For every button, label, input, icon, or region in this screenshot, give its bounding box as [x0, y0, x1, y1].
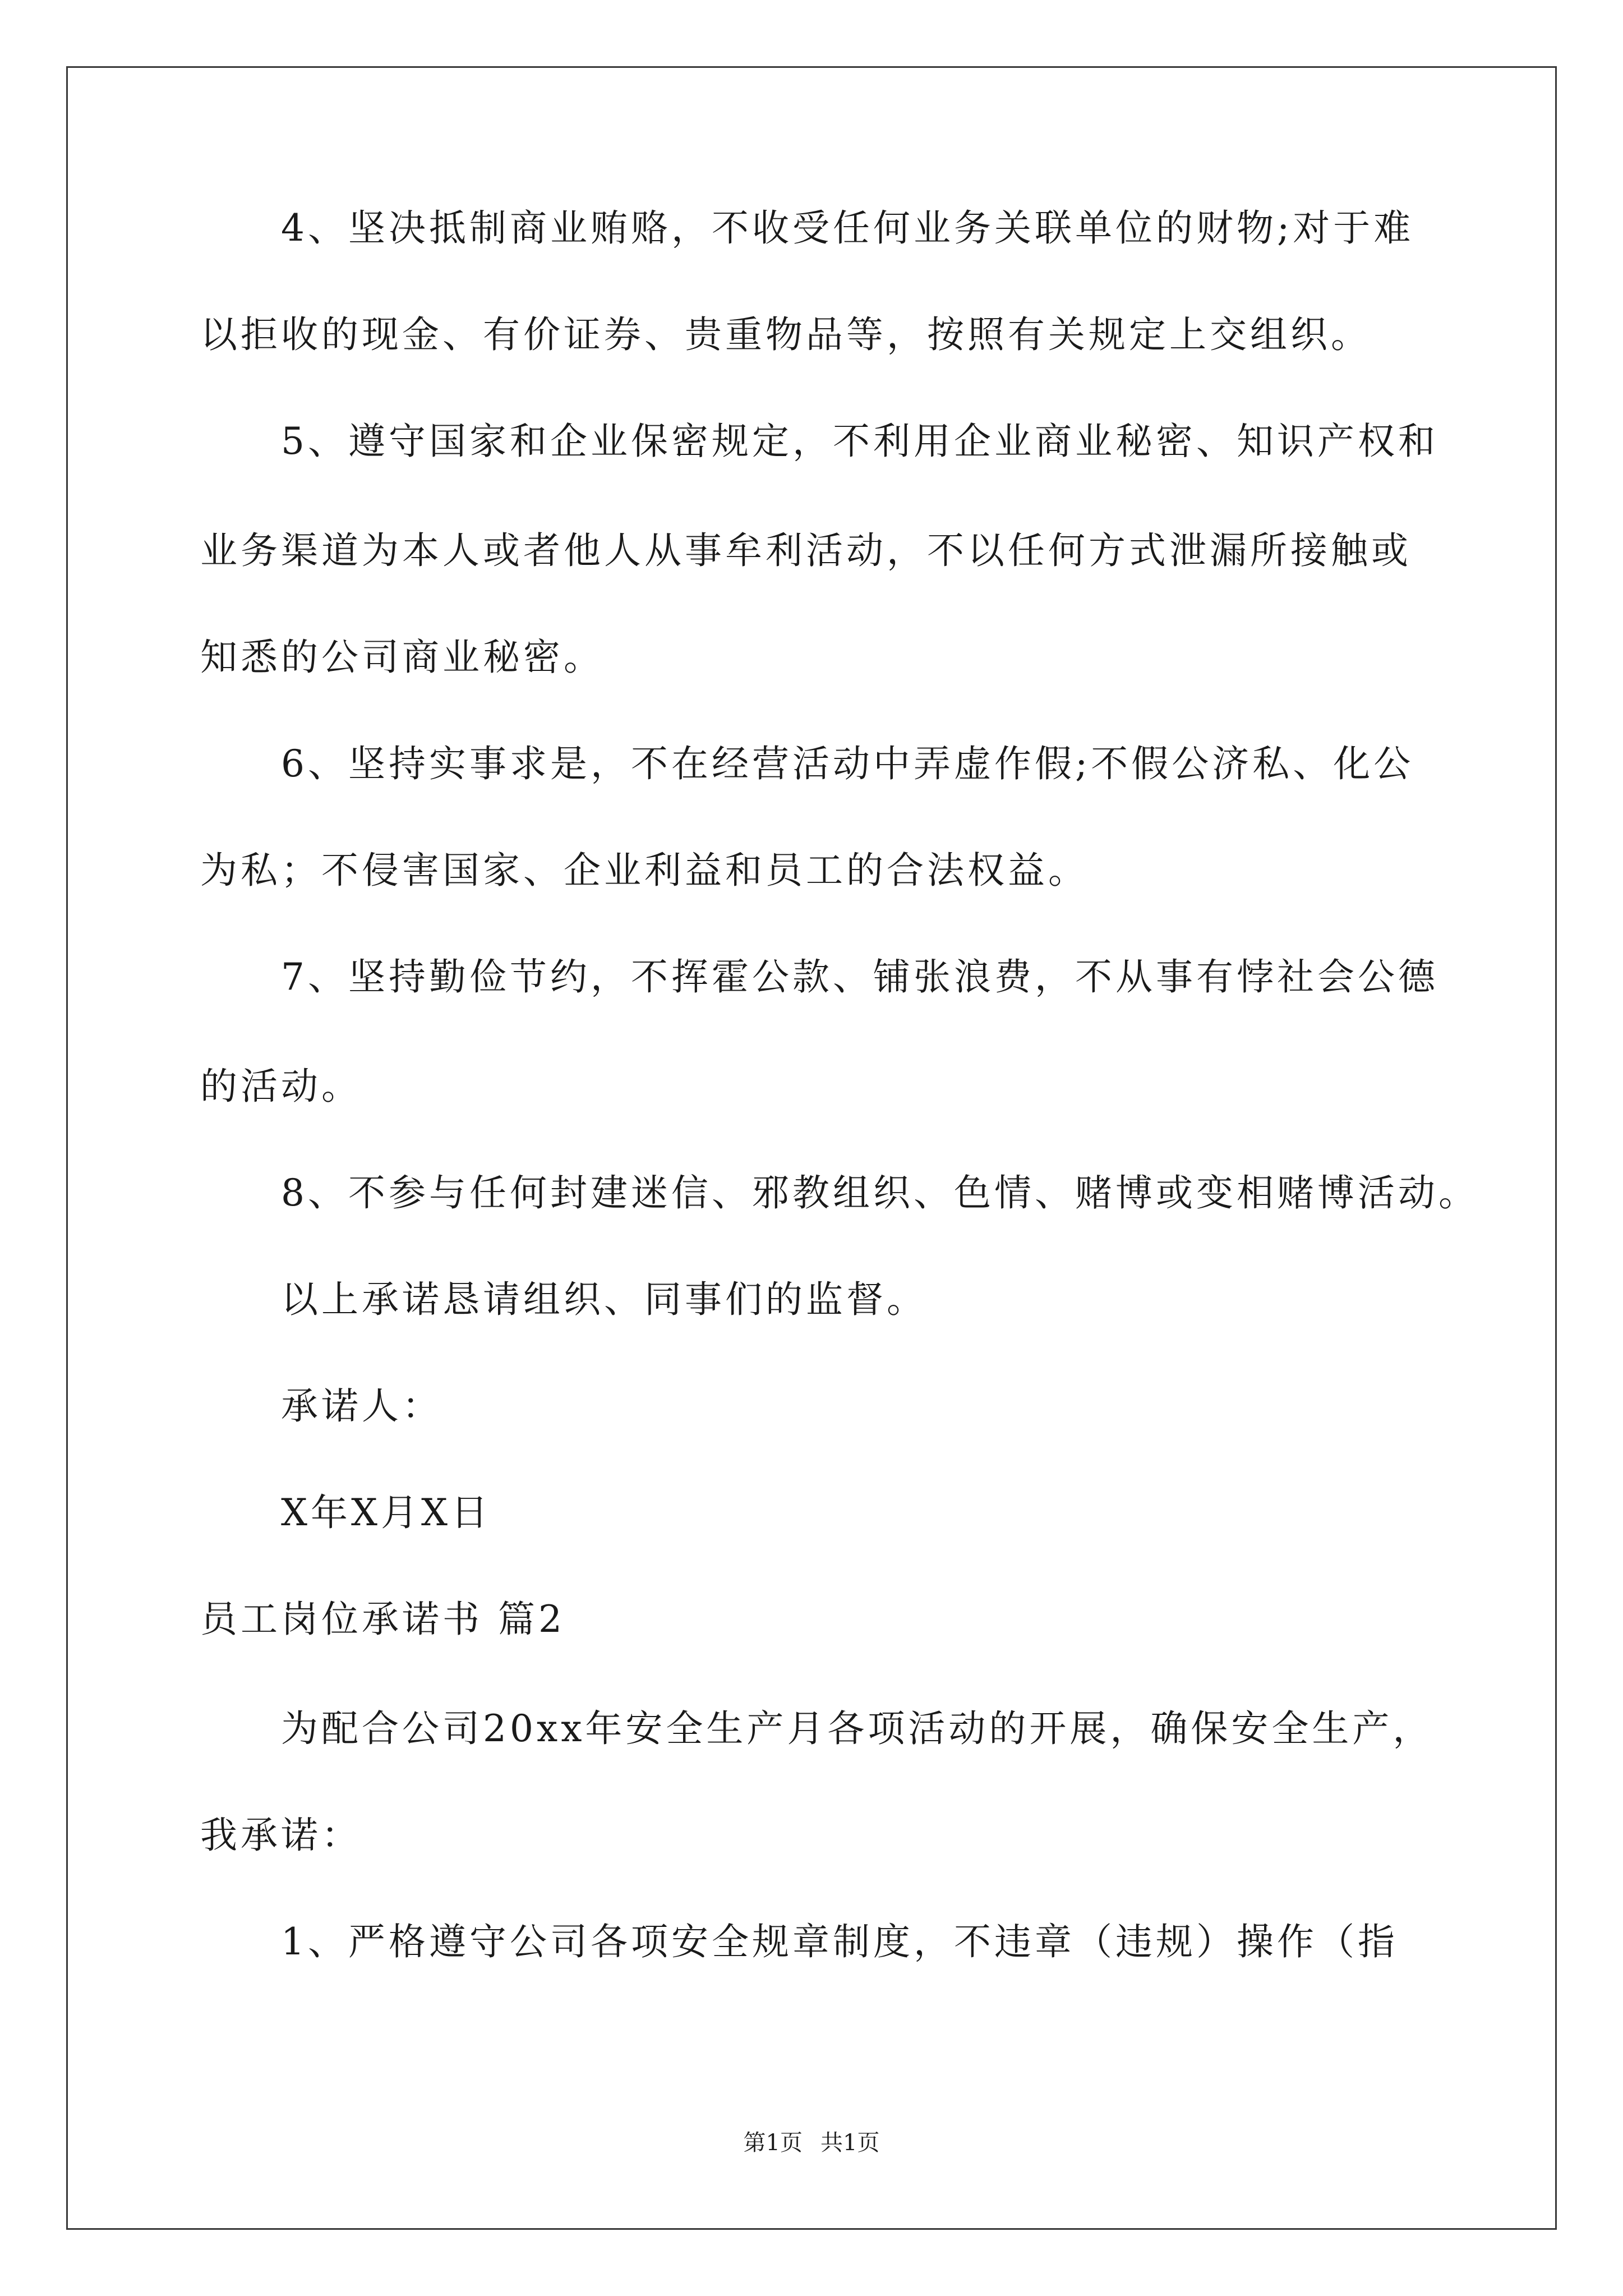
page-total: 共1页: [820, 2130, 880, 2156]
paragraph-line: 5、遵守国家和企业保密规定，不利用企业商业秘密、知识产权和: [281, 420, 1438, 463]
page-number: 第1页: [743, 2130, 803, 2156]
page-border: [66, 66, 1557, 2230]
paragraph-line: 为配合公司20xx年安全生产月各项活动的开展，确保安全生产，: [281, 1707, 1433, 1750]
paragraph-line: 4、坚决抵制商业贿赂，不收受任何业务关联单位的财物;对于难: [281, 206, 1414, 250]
page-footer: [0, 2125, 1623, 2157]
paragraph-line: 我承诺：: [200, 1814, 362, 1857]
paragraph-line: 7、坚持勤俭节约，不挥霍公款、铺张浪费，不从事有悖社会公德: [281, 955, 1438, 999]
paragraph-line: 1、严格遵守公司各项安全规章制度，不违章（违规）操作（指: [281, 1920, 1398, 1963]
date-line: X年X月X日: [281, 1491, 491, 1534]
signatory-label: 承诺人：: [281, 1384, 442, 1428]
paragraph-line: 的活动。: [200, 1065, 362, 1108]
paragraph-line: 知悉的公司商业秘密。: [200, 636, 604, 679]
paragraph-line: 以上承诺恳请组织、同事们的监督。: [281, 1278, 927, 1321]
paragraph-line: 为私；不侵害国家、企业利益和员工的合法权益。: [200, 849, 1089, 892]
paragraph-line: 8、不参与任何封建迷信、邪教组织、色情、赌博或变相赌博活动。: [281, 1171, 1479, 1214]
section-heading: 员工岗位承诺书 篇2: [200, 1598, 565, 1641]
paragraph-line: 6、坚持实事求是，不在经营活动中弄虚作假;不假公济私、化公: [281, 742, 1414, 785]
paragraph-line: 以拒收的现金、有价证券、贵重物品等，按照有关规定上交组织。: [200, 313, 1371, 356]
paragraph-line: 业务渠道为本人或者他人从事牟利活动，不以任何方式泄漏所接触或: [200, 529, 1412, 572]
